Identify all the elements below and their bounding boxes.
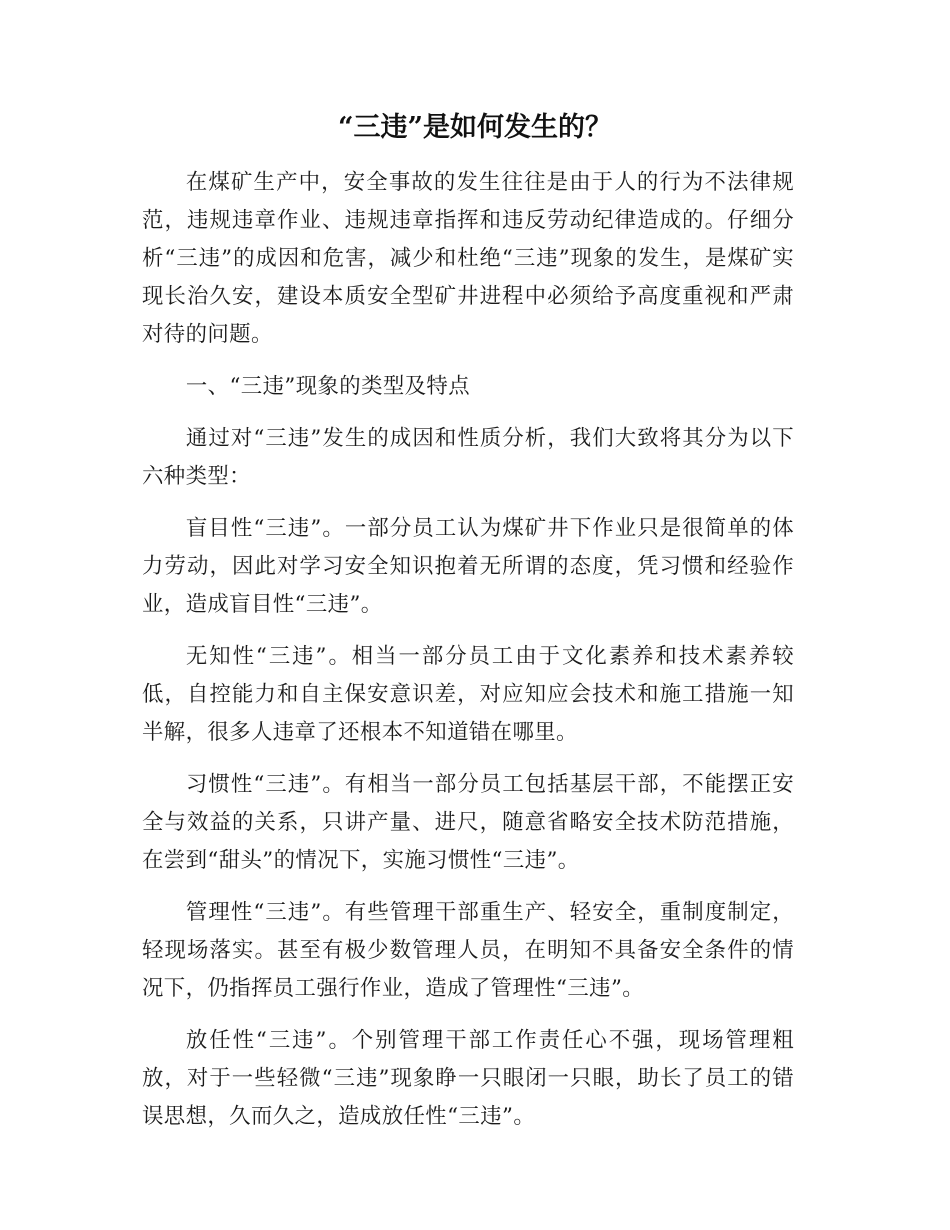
paragraph-ignorant-violation: 无知性“三违”。相当一部分员工由于文化素养和技术素养较低，自控能力和自主保安意识差，对应知应会技术和施工措施一知半解，很多人违章了还根本不知道错在哪里。 xyxy=(142,644,794,745)
paragraph-blind-violation: 盲目性“三违”。一部分员工认为煤矿井下作业只是很简单的体力劳动，因此对学习安全知识抱着无所谓的态度，凭习惯和经验作业，造成盲目性“三违”。 xyxy=(142,516,794,617)
paragraph-intro: 在煤矿生产中，安全事故的发生往往是由于人的行为不法律规范，违规违章作业、违规违章指挥和违反劳动纪律造成的。仔细分析“三违”的成因和危害，减少和杜绝“三违”现象的发生，是煤矿实现长治久安，建设本质安全型矿井进程中必须给予高度重视和严肃对待的问题。 xyxy=(142,170,794,347)
document-body xyxy=(142,164,794,1150)
document-title: “三违”是如何发生的？ xyxy=(337,112,613,143)
paragraph-types-overview: 通过对“三违”发生的成因和性质分析，我们大致将其分为以下六种类型： xyxy=(142,426,794,489)
paragraph-laissez-faire-violation: 放任性“三违”。个别管理干部工作责任心不强，现场管理粗放，对于一些轻微“三违”现象睁一只眼闭一只眼，助长了员工的错误思想，久而久之，造成放任性“三违”。 xyxy=(142,1028,794,1129)
paragraph-management-violation: 管理性“三违”。有些管理干部重生产、轻安全，重制度制定，轻现场落实。甚至有极少数管理人员，在明知不具备安全条件的情况下，仍指挥员工强行作业，造成了管理性“三违”。 xyxy=(142,900,794,1001)
section-heading: 一、“三违”现象的类型及特点 xyxy=(185,374,471,399)
paragraph-habitual-violation: 习惯性“三违”。有相当一部分员工包括基层干部，不能摆正安全与效益的关系，只讲产量、进尺，随意省略安全技术防范措施，在尝到“甜头”的情况下，实施习惯性“三违”。 xyxy=(142,772,794,873)
